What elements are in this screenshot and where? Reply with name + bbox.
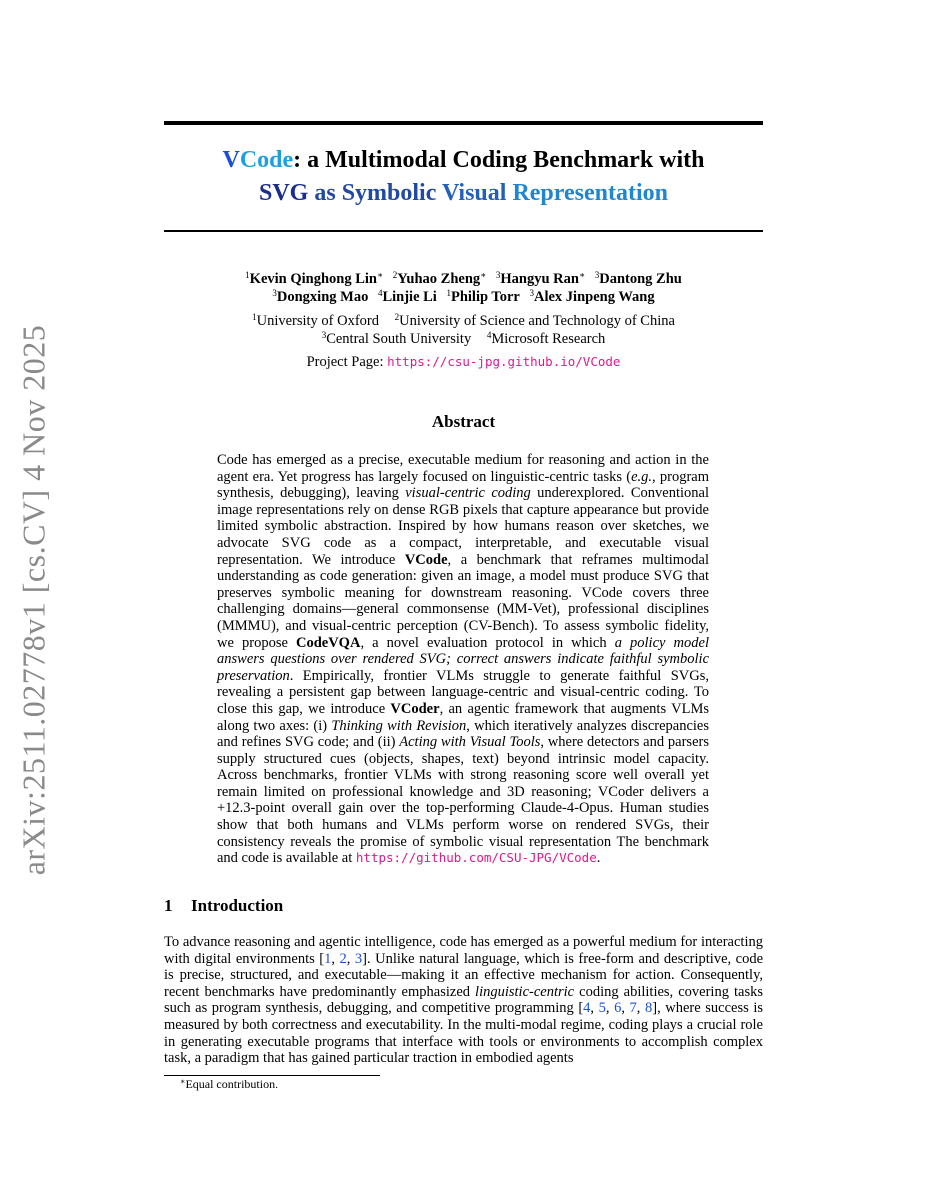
affiliation-list (164, 312, 763, 348)
author: $^2$Yuhao Zheng∗ (392, 270, 487, 287)
author: $^4$Linjie Li (377, 288, 437, 305)
project-page-label: Project Page: (306, 354, 384, 370)
project-page (164, 353, 763, 371)
citation-link[interactable]: 8 (644, 1000, 653, 1017)
paper-title (164, 144, 763, 210)
author: $^3$Dongxing Mao (272, 288, 369, 305)
title-v: V (222, 147, 240, 173)
author-line-1 (164, 270, 763, 288)
title-symbolic: Symbolic (341, 180, 437, 206)
project-page-link[interactable]: https://csu-jpg.github.io/VCode (387, 354, 621, 369)
title-line1-rest: : a Multimodal Coding Benchmark with (293, 147, 705, 173)
author: $^1$Philip Torr (446, 288, 520, 305)
affiliation-line-1 (164, 312, 763, 330)
affiliation: $^4$Microsoft Research (486, 330, 606, 347)
code-repo-link[interactable]: https://github.com/CSU-JPG/VCode (355, 850, 597, 866)
affiliation: $^1$University of Oxford (252, 312, 380, 329)
author: $^1$Kevin Qinghong Lin∗ (245, 270, 384, 287)
footnote: ∗Equal contribution. (180, 1077, 279, 1091)
abstract-heading: Abstract (431, 412, 496, 431)
author: $^3$Alex Jinpeng Wang (529, 288, 655, 305)
title-bottom-rule (164, 230, 763, 232)
title-svg: SVG (259, 180, 309, 206)
citation-link[interactable]: 3 (354, 950, 363, 967)
citation-link[interactable]: 4 (583, 1000, 591, 1017)
introduction-body: To advance reasoning and agentic intelligence, code has emerged as a powerful medium for interacting with digital environments [1, 2, 3]. Unlike natural language, which is free-form and descriptive, code is precise, structured, and executable—making it an effective mechanism for action. Consequently, recent benchmarks have predominantly emphasized linguistic-centric coding abilities, covering tasks such as program synthesis, debugging, and competitive programming [4, 5, 6, 7, 8], where success is measured by both correctness and executability. In the multi-modal regime, coding plays a crucial role in generating executable programs that interface with tools or environments to accomplish complex task, a paradigm that has gained particular traction in embodied agents (164, 934, 764, 1067)
affiliation: $^3$Central South University (321, 330, 472, 347)
citation-link[interactable]: 6 (614, 1000, 622, 1017)
title-top-rule (164, 121, 763, 125)
author: $^3$Hangyu Ran∗ (495, 270, 586, 287)
author: $^3$Dantong Zhu (594, 270, 682, 287)
citation-link[interactable]: 2 (339, 950, 347, 967)
affiliation-line-2 (164, 330, 763, 348)
title-as: as (314, 180, 336, 206)
arxiv-identifier (14, 324, 54, 876)
abstract-body: Code has emerged as a precise, executable medium for reasoning and action in the agent era. Yet progress has largely focused on linguistic-centric tasks (e.g., program synthesis, debugging), leaving visual-centric coding underexplored. Conventional image representations rely on dense RGB pixels that capture appearance but provide limited symbolic abstraction. Inspired by how humans reason over sketches, we advocate SVG code as a compact, interpretable, and executable visual representation. We introduce VCode, a benchmark that reframes multimodal understanding as code generation: given an image, a model must produce SVG that preserves symbolic meaning for downstream reasoning. VCode covers three challenging domains—general commonsense (MM-Vet), professional disciplines (MMMU), and visual-centric perception (CV-Bench). To assess symbolic fidelity, we propose CodeVQA, a novel evaluation protocol in which a policy model answers questions over rendered SVG; correct answers indicate faithful symbolic preservation. Empirically, frontier VLMs struggle to generate faithful SVGs, revealing a persistent gap between language-centric and visual-centric coding. To close this gap, we introduce VCoder, an agentic framework that augments VLMs along two axes: (i) Thinking with Revision, which iteratively analyzes discrepancies and refines SVG code; and (ii) Acting with Visual Tools, where detectors and parsers supply structured cues (objects, shapes, text) beyond intrinsic model capacity. Across benchmarks, frontier VLMs with strong reasoning score well overall yet remain limited on professional knowledge and 3D reasoning; VCoder delivers a +12.3-point overall gain over the top-performing Claude-4-Opus. Human studies show that both humans and VLMs perform worse on rendered SVGs, their consistency reveals the promise of symbolic visual representation The benchmark and code is available at https://github.com/CSU-JPG/VCode. (217, 452, 710, 867)
arxiv-identifier-text: arXiv:2511.02778v1 [cs.CV] 4 Nov 2025 (15, 324, 52, 876)
title-line-2 (164, 177, 763, 210)
title-representation: Representation (512, 180, 668, 206)
author-line-2 (164, 288, 763, 306)
affiliation: $^2$University of Science and Technology of China (394, 312, 675, 329)
citation-link[interactable]: 1 (324, 950, 332, 967)
citation-link[interactable]: 7 (629, 1000, 637, 1017)
title-code: Code (239, 147, 294, 173)
title-visual: Visual (441, 180, 507, 206)
author-list (164, 270, 763, 306)
citation-link[interactable]: 5 (598, 1000, 606, 1017)
section-heading-introduction: 1 Introduction (164, 896, 284, 915)
title-line-1 (164, 144, 763, 177)
